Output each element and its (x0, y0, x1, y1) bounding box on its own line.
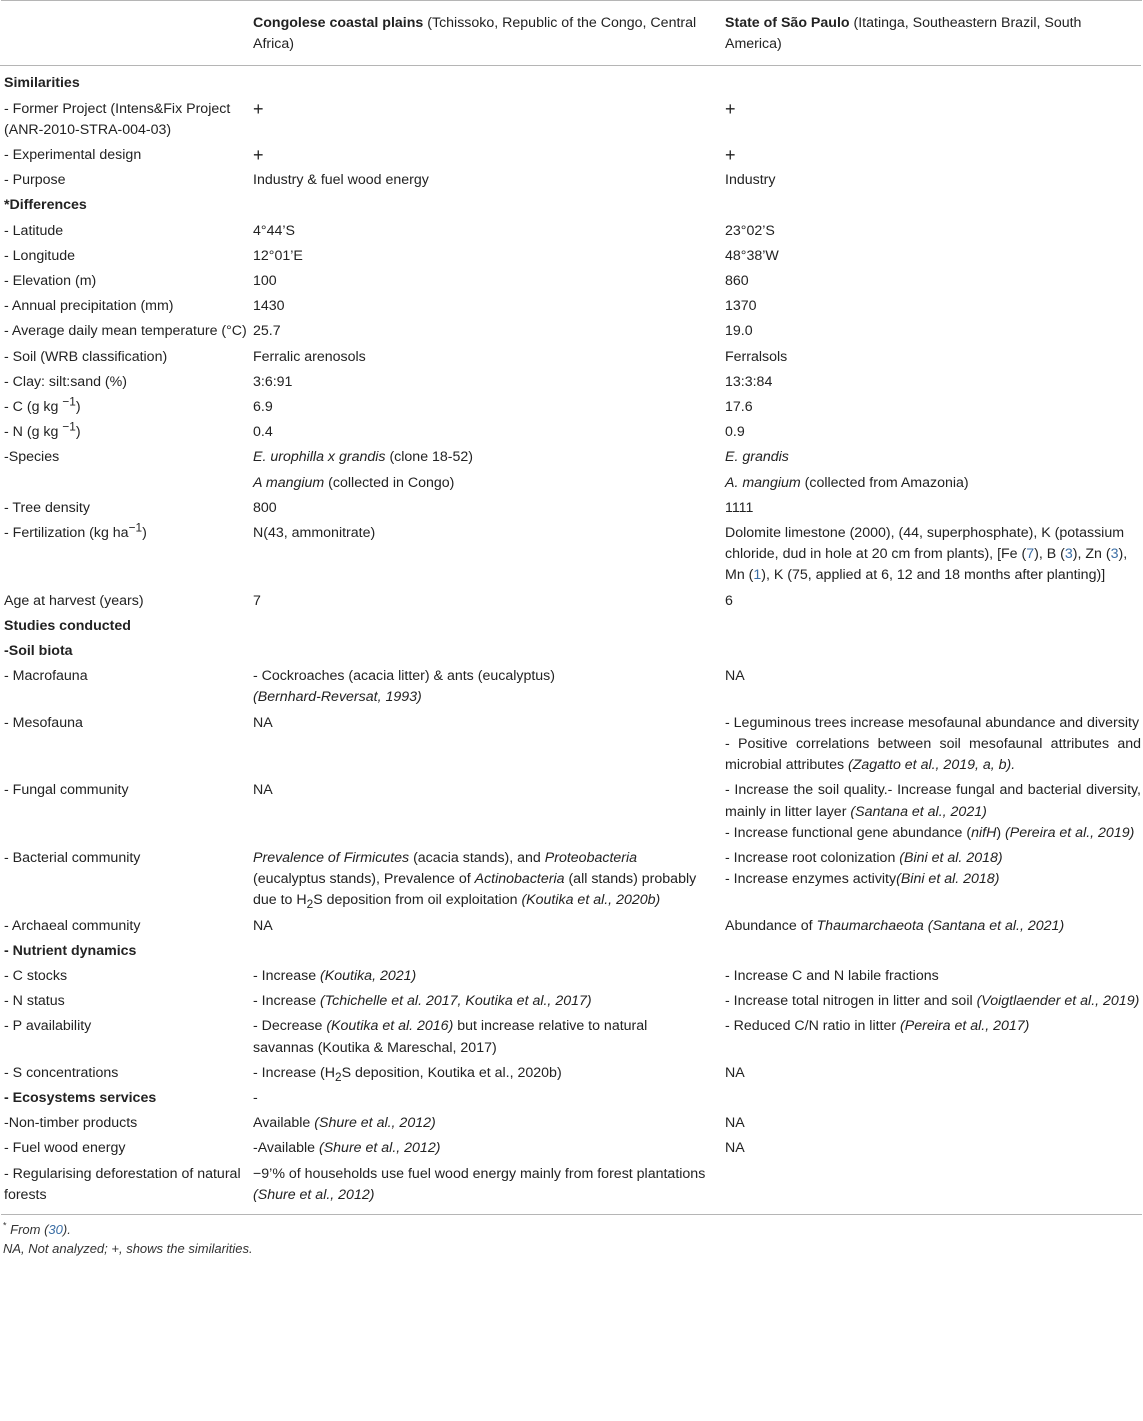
cell-site1: 0.4 (253, 424, 273, 441)
cell-site2: + (725, 98, 736, 119)
subscript: 2 (306, 897, 314, 912)
row-label: - Soil (WRB classification) (4, 348, 168, 365)
section-soil-biota: -Soil biota (4, 643, 73, 660)
row-label: - Clay: silt:sand (%) (4, 373, 127, 390)
row-label: - Experimental design (4, 147, 142, 164)
cell-site2 (725, 778, 1142, 846)
cell-site2 (725, 846, 1142, 914)
table-row (1, 244, 1142, 269)
row-label (1, 521, 253, 589)
cell-text: - Decrease (253, 1018, 327, 1035)
row-label: - Tree density (4, 499, 90, 516)
taxon: Prevalence of Firmicutes (253, 849, 410, 866)
header-site1 (253, 1, 725, 65)
cell-text: S deposition from oil exploitation (313, 892, 522, 909)
cell-text: - Increase total nitrogen in litter and soil (725, 993, 977, 1010)
label-text: - C (g kg (4, 399, 63, 416)
reference-link[interactable]: 3 (1110, 546, 1119, 563)
citation: (Tchichelle et al. 2017, Koutika et al., 2017) (320, 993, 592, 1010)
table-row (1, 711, 1142, 779)
table-row (1, 1061, 1142, 1086)
citation: (Voigtlaender et al., 2019) (976, 993, 1140, 1010)
cell-text: (acacia stands), and (409, 849, 545, 866)
unit-exponent: −1 (128, 520, 143, 535)
taxon: Proteobacteria (544, 849, 638, 866)
table-header-row (1, 1, 1142, 65)
table-row (1, 143, 1142, 168)
cell-text: ), K (75, applied at 6, 12 and 18 months after planting)] (761, 567, 1106, 584)
table-row (1, 294, 1142, 319)
cell-site1: + (253, 98, 264, 119)
cell-text: - Increase the soil quality.- Increase fungal and bacterial diversity, mainly in litter layer (725, 782, 1141, 820)
cell-text: - Increase functional gene abundance ( (725, 824, 972, 841)
cell-site2 (725, 989, 1142, 1014)
cell-site2 (725, 521, 1142, 589)
table-row (1, 589, 1142, 614)
cell-site2: 23°02’S (725, 222, 775, 239)
section-row-differences (1, 193, 1142, 218)
citation: (Shure et al., 2012) (253, 1186, 375, 1203)
row-label (1, 395, 253, 420)
table-row (1, 1162, 1142, 1214)
table-row (1, 521, 1142, 589)
cell-text: S deposition, (341, 1064, 428, 1081)
cell-site1 (253, 989, 725, 1014)
cell-text: - Positive correlations between soil mesofaunal attributes and microbial attributes (725, 735, 1141, 774)
citation: (Bini et al. 2018) (899, 849, 1003, 866)
species-note: (clone 18-52) (385, 449, 474, 466)
cell-site2 (725, 1014, 1142, 1060)
table-row (1, 1136, 1142, 1161)
section-nutrient: - Nutrient dynamics (4, 942, 137, 959)
cell-site2 (725, 445, 1142, 470)
cell-site1 (253, 1061, 725, 1086)
row-label: - N status (4, 993, 65, 1010)
taxon: Actinobacteria (474, 871, 565, 888)
cell-text: -Available (253, 1140, 319, 1157)
table-row (1, 989, 1142, 1014)
cell-site2 (725, 711, 1142, 779)
citation: (Bernhard-Reversat, 1993) (253, 689, 422, 706)
table-row (1, 445, 1142, 470)
cell-site2: Industry (725, 172, 776, 189)
cell-site2: 860 (725, 273, 749, 290)
cell-site1 (253, 664, 725, 710)
citation: (Shure et al., 2012) (318, 1140, 441, 1157)
cell-text: (all stands) probably due to H (253, 871, 697, 909)
site2-name: State of São Paulo (725, 15, 850, 31)
label-text: ) (142, 525, 147, 542)
section-row-nutrient (1, 939, 1142, 964)
row-label: - S concentrations (4, 1064, 119, 1081)
cell-site2: 48°38’W (725, 247, 779, 264)
cell-site2: NA (725, 1115, 745, 1132)
table-row (1, 914, 1142, 939)
row-label: - Former Project (Intens&Fix Project (ANR-2010-STRA-004-03) (4, 100, 231, 138)
row-label: - Macrofauna (4, 668, 88, 685)
cell-text: (eucalyptus stands), Prevalence of (253, 871, 475, 888)
section-differences: *Differences (4, 197, 87, 214)
citation: (Koutika et al. 2016) (326, 1018, 454, 1035)
cell-site2: + (725, 145, 736, 166)
cell-site2: 1370 (725, 298, 757, 315)
table-row (1, 395, 1142, 420)
cell-site2 (725, 914, 1142, 939)
cell-text: - Increase enzymes activity (725, 871, 897, 888)
species-note: (collected in Congo) (324, 474, 455, 491)
cell-site1: NA (253, 782, 273, 799)
species-note: (collected from Amazonia) (800, 474, 969, 491)
table-row (1, 370, 1142, 395)
cell-site1: N(43, ammonitrate) (253, 525, 376, 542)
row-label: - Regularising deforestation of natural forests (4, 1165, 241, 1203)
section-row-similarities (1, 66, 1142, 96)
row-label: - Annual precipitation (mm) (4, 298, 174, 315)
cell-site2: 19.0 (725, 323, 753, 340)
row-label: - Elevation (m) (4, 273, 97, 290)
table-row (1, 496, 1142, 521)
cell-site2 (725, 471, 1142, 496)
table-footnotes (0, 1220, 1143, 1258)
taxon: Thaumarchaeota (816, 917, 924, 934)
row-label: Age at harvest (years) (4, 592, 144, 609)
cell-text: ), Zn ( (1072, 546, 1111, 563)
row-label: - Purpose (4, 172, 66, 189)
site2-desc: (Itatinga, Southeastern Brazil, South America) (725, 15, 1082, 53)
cell-site1: 1430 (253, 298, 285, 315)
table-row (1, 269, 1142, 294)
cell-text: Available (253, 1115, 315, 1132)
footnote-marker: * (3, 1220, 7, 1231)
cell-text: −9’% of households use fuel wood energy mainly from forest plantations (253, 1165, 706, 1182)
cell-site1: NA (253, 714, 273, 731)
cell-text: - Increase (H (253, 1064, 335, 1081)
cell-site2: Ferralsols (725, 348, 788, 365)
table-row (1, 168, 1142, 193)
cell-site1: 100 (253, 273, 277, 290)
cell-text: - Cockroaches (acacia litter) & ants (eucalyptus) (253, 668, 555, 685)
section-row-studies (1, 614, 1142, 639)
cell-site1 (253, 964, 725, 989)
unit-exponent: −1 (62, 419, 76, 434)
row-label: -Species (4, 449, 60, 466)
label-text: ) (75, 399, 81, 416)
section-row-ecosystem (1, 1086, 1142, 1111)
unit-exponent: −1 (62, 394, 76, 409)
reference-link[interactable]: 3 (1064, 546, 1073, 563)
cell-site1: 7 (253, 592, 261, 609)
cell-site1 (253, 846, 725, 914)
citation: (Koutika & Mareschal, 2017) (317, 1039, 497, 1056)
cell-site1 (253, 1014, 725, 1060)
cell-site1: 25.7 (253, 323, 281, 340)
cell-site1: 12°01’E (253, 247, 303, 264)
cell-text: but increase relative to natural savannas (253, 1018, 648, 1056)
table-row (1, 345, 1142, 370)
header-empty-cell (1, 1, 253, 65)
row-label: -Non-timber products (4, 1115, 138, 1132)
row-label: - C stocks (4, 967, 68, 984)
species-name: E. grandis (725, 449, 789, 466)
citation: (Pereira et al., 2017) (900, 1018, 1030, 1035)
cell-text: ), B ( (1034, 546, 1065, 563)
header-site2 (725, 1, 1142, 65)
cell-site2: 0.9 (725, 424, 745, 441)
cell-site2: - Increase C and N labile fractions (725, 967, 939, 984)
species-name: E. urophilla x grandis (253, 449, 386, 466)
site1-desc: (Tchissoko, Republic of the Congo, Central Africa) (253, 15, 697, 53)
species-name: A mangium (253, 474, 325, 491)
row-label: - Fuel wood energy (4, 1140, 126, 1157)
cell-site1: + (253, 145, 264, 166)
footnote-source (3, 1220, 1143, 1239)
citation: (Pereira et al., 2019) (1005, 824, 1135, 841)
row-label: - Longitude (4, 247, 75, 264)
table-row (1, 1014, 1142, 1060)
section-ecosystem: - Ecosystems services (4, 1089, 157, 1106)
table-row (1, 471, 1142, 496)
table-row (1, 219, 1142, 244)
row-label: - Mesofauna (4, 714, 83, 731)
table-row (1, 97, 1142, 143)
label-text: - N (g kg (4, 424, 63, 441)
cell-text: Abundance of (725, 917, 817, 934)
cell-text: ) (556, 1064, 562, 1081)
citation: (Santana et al., 2021) (923, 917, 1065, 934)
row-label: - Archaeal community (4, 917, 141, 934)
table-row (1, 420, 1142, 445)
footnote-legend: NA, Not analyzed; +, shows the similarities. (3, 1240, 253, 1256)
table-row (1, 964, 1142, 989)
cell-site1: Ferralic arenosols (253, 348, 366, 365)
site1-name: Congolese coastal plains (253, 15, 424, 31)
citation: (Zagatto et al., 2019, a, b). (848, 757, 1016, 774)
row-label (1, 420, 253, 445)
cell-site1: 6.9 (253, 399, 273, 416)
cell-site1: 800 (253, 499, 277, 516)
cell-site1: 4°44’S (253, 222, 295, 239)
row-label: - Average daily mean temperature (°C) (4, 323, 247, 340)
citation: Koutika et al., 2020b (427, 1064, 557, 1081)
cell-text: ) (996, 824, 1005, 841)
reference-link[interactable]: 30 (48, 1221, 63, 1237)
table-row (1, 778, 1142, 846)
citation: (Koutika, 2021) (320, 967, 417, 984)
reference-link[interactable]: 1 (753, 567, 762, 584)
cell-site1 (253, 471, 725, 496)
footnote-text: ). (62, 1221, 71, 1237)
gene-name: nifH (971, 824, 997, 841)
citation: (Bini et al. 2018) (896, 871, 1000, 888)
citation: (Santana et al., 2021) (850, 803, 987, 820)
section-row-soil-biota (1, 639, 1142, 664)
table-row (1, 664, 1142, 710)
cell-text: - Reduced C/N ratio in litter (725, 1018, 901, 1035)
cell-text: Dolomite limestone (2000), (44, superphosphate), K (potassium chloride, dud in hole at 20 cm from plants), [Fe ( (725, 525, 1125, 563)
comparison-table (1, 1, 1142, 1214)
row-label: - P availability (4, 1018, 92, 1035)
section-similarities: Similarities (4, 75, 80, 92)
footnote-text: From ( (6, 1221, 49, 1237)
citation: (Koutika et al., 2020b) (521, 892, 661, 909)
cell-site2: NA (725, 668, 745, 685)
row-label: - Latitude (4, 222, 64, 239)
cell-site2: NA (725, 1140, 745, 1157)
table-row (1, 319, 1142, 344)
cell-text: - Increase (253, 993, 321, 1010)
row-label: - Fungal community (4, 782, 129, 799)
cell-text: ), Mn ( (725, 546, 1128, 584)
species-name: A. mangium (725, 474, 801, 491)
reference-link[interactable]: 7 (1026, 546, 1035, 563)
cell-text: - Leguminous trees increase mesofaunal abundance and diversity (725, 714, 1140, 731)
cell-site2: 13:3:84 (725, 373, 773, 390)
cell-site1: NA (253, 917, 273, 934)
subscript: 2 (335, 1069, 342, 1084)
cell-site1: - (253, 1089, 258, 1106)
row-label: - Bacterial community (4, 849, 141, 866)
label-text: ) (75, 424, 81, 441)
cell-text: - Increase (253, 967, 321, 984)
cell-site2: NA (725, 1064, 745, 1081)
section-studies: Studies conducted (4, 617, 131, 634)
cell-text: - Increase root colonization (725, 849, 900, 866)
cell-site2: 6 (725, 592, 733, 609)
cell-site1 (253, 1111, 725, 1136)
cell-site1: 3:6:91 (253, 373, 293, 390)
bottom-rule (1, 1214, 1142, 1215)
cell-site1: Industry & fuel wood energy (253, 172, 429, 189)
table-row (1, 846, 1142, 914)
cell-site2: 1111 (725, 499, 754, 516)
cell-site1 (253, 1136, 725, 1161)
cell-site2: 17.6 (725, 399, 753, 416)
cell-site1 (253, 1162, 725, 1214)
label-text: - Fertilization (kg ha (4, 525, 129, 542)
cell-site1 (253, 445, 725, 470)
table-row (1, 1111, 1142, 1136)
citation: (Shure et al., 2012) (314, 1115, 436, 1132)
